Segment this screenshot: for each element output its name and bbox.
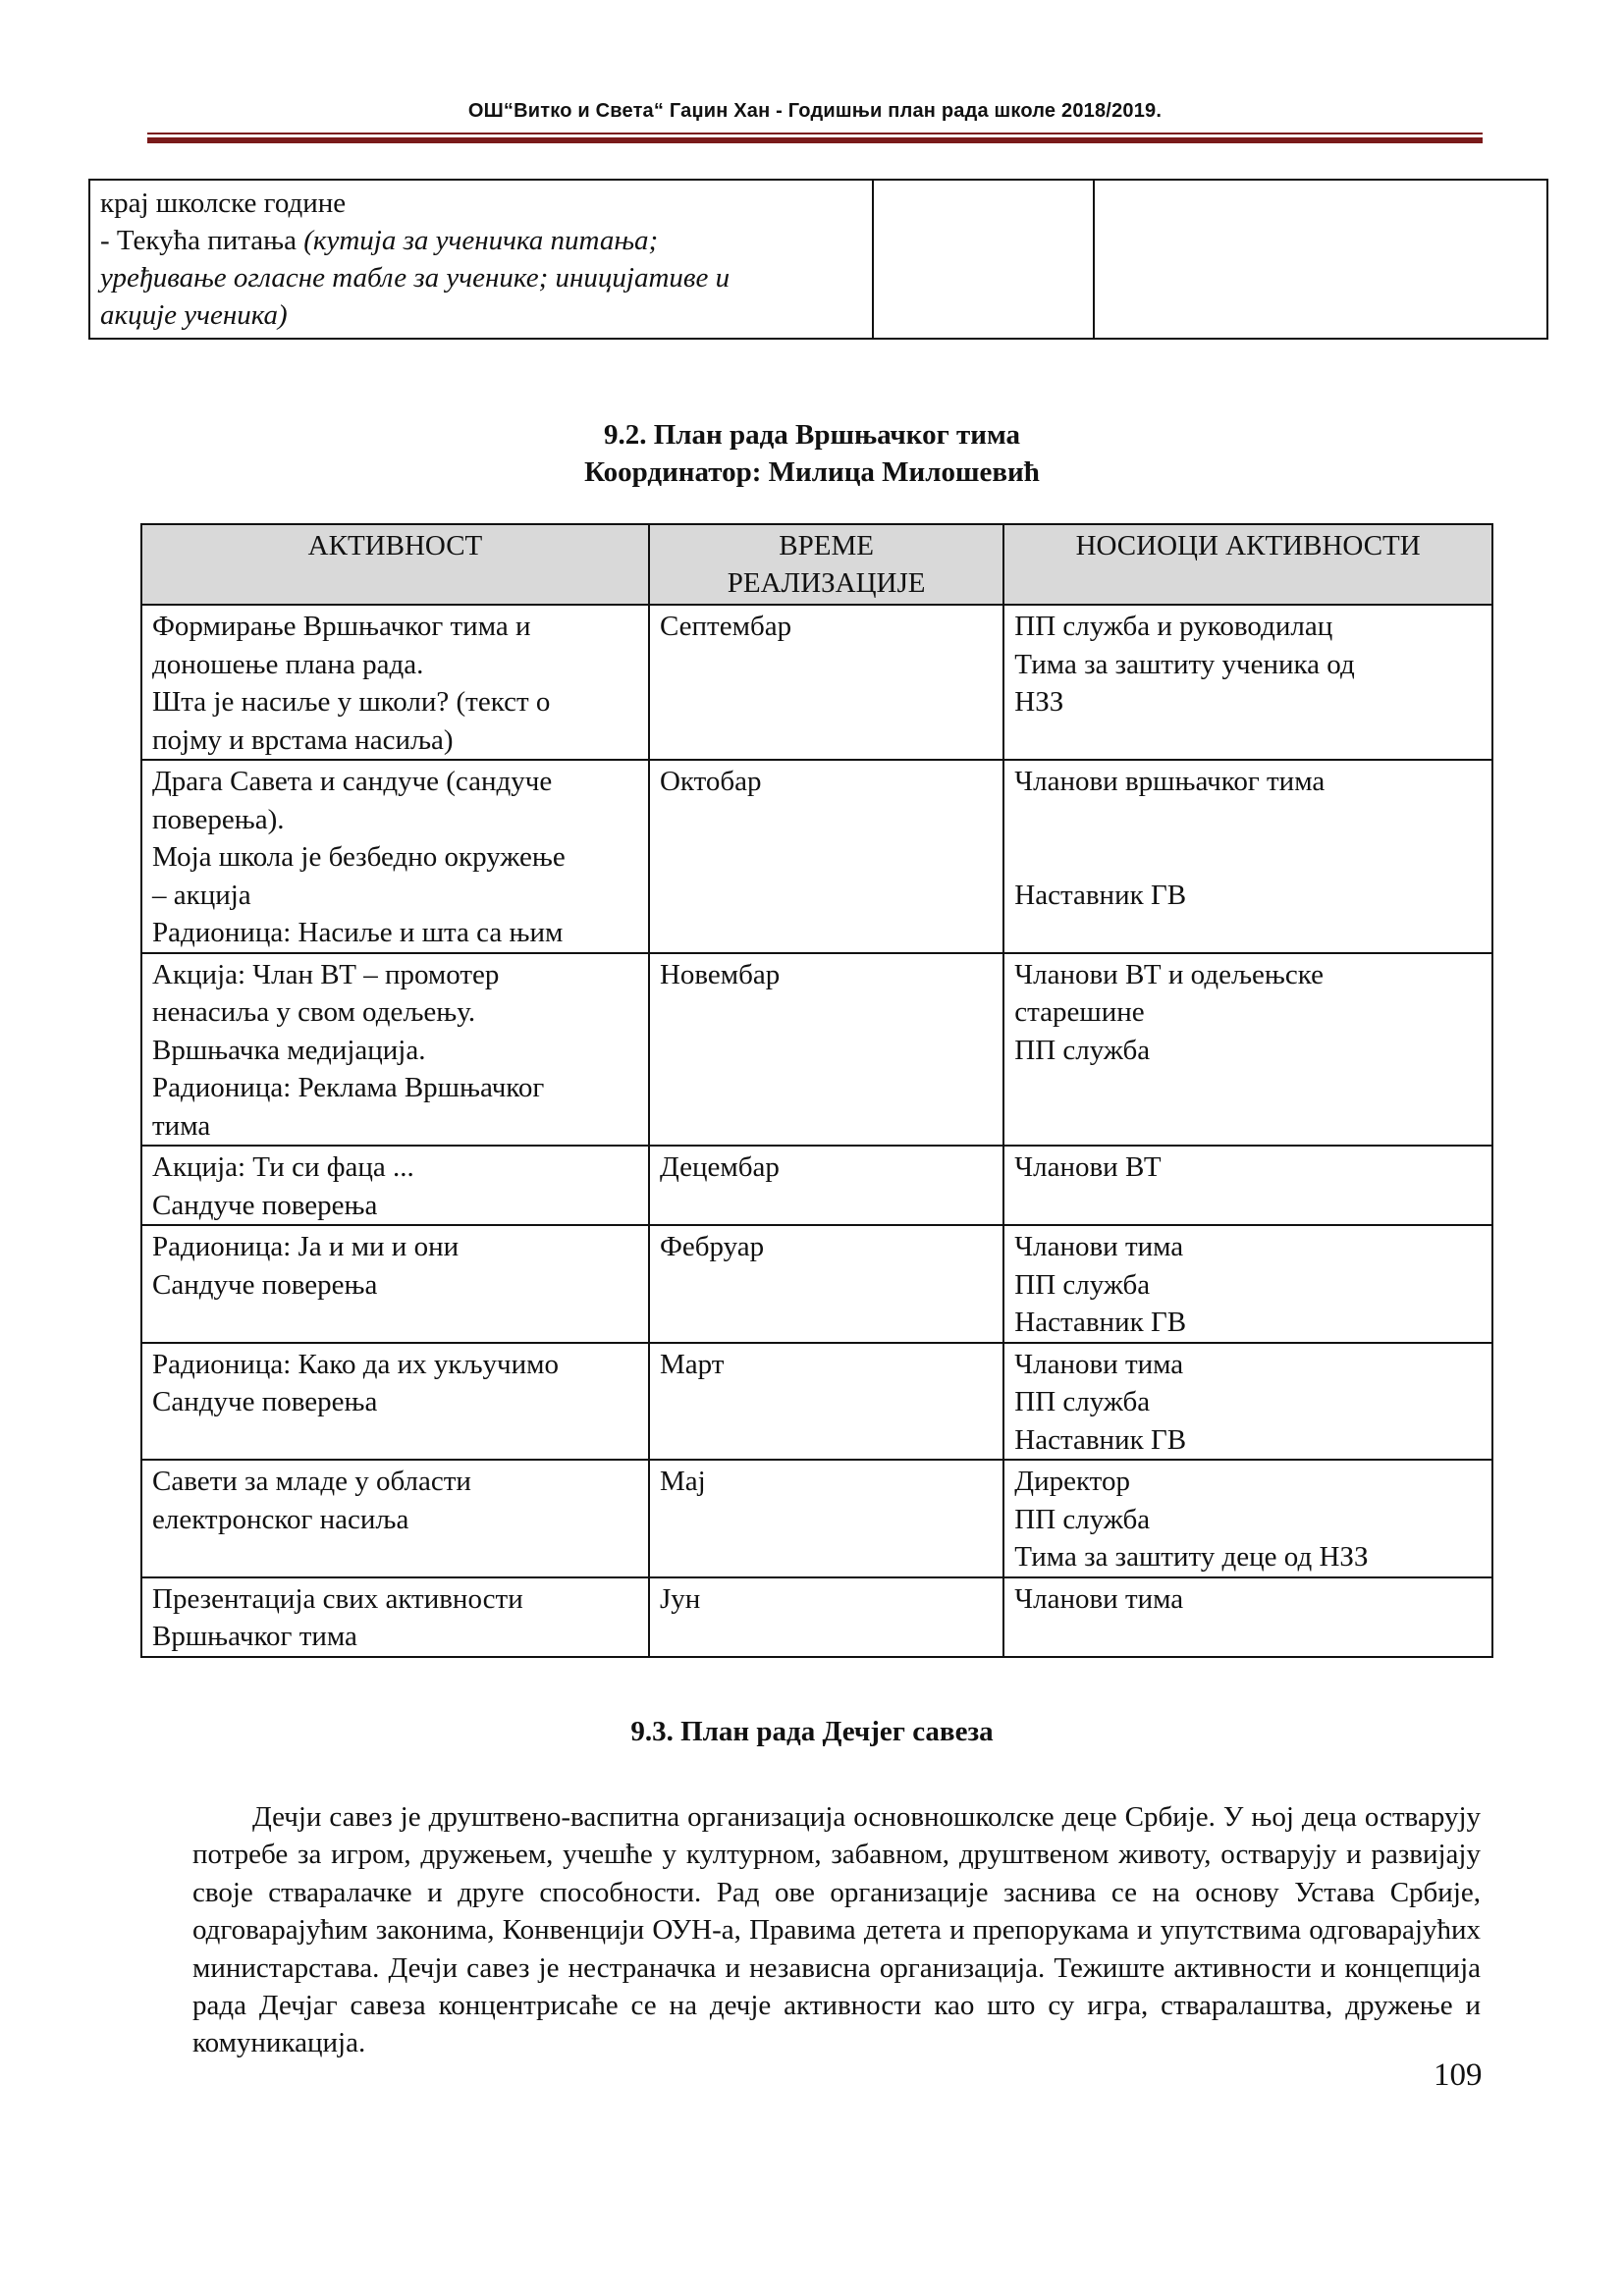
time-cell: Септембар [649, 605, 1003, 760]
activity-line: Радионица: Насиље и шта са њим [152, 917, 564, 948]
activity-line: Шта је насиље у школи? (текст о [152, 686, 551, 718]
activity-line: Акција: Ти си фаца ... [152, 1151, 414, 1183]
table-row [141, 1146, 1492, 1225]
holder-line: ПП служба [1014, 1034, 1151, 1066]
holder-line: Чланови тима [1014, 1231, 1184, 1262]
activity-cell [141, 760, 649, 953]
activity-line: Презентација свих активности [152, 1582, 523, 1615]
header-rule-thin [147, 133, 1483, 134]
holder-line: Чланови ВТ и одељењске [1014, 958, 1324, 990]
activity-line: ненасиља у свом одељењу. [152, 996, 476, 1028]
table-row [141, 1343, 1492, 1461]
activity-line: Акција: Члан ВТ – промотер [152, 958, 500, 990]
activity-line: – акција [152, 879, 251, 911]
continuation-table [88, 179, 1548, 340]
table-row [141, 1577, 1492, 1657]
holders-cell [1003, 1225, 1492, 1343]
activity-line: поверења). [152, 803, 285, 835]
activity-line: Савети за младе у области [152, 1466, 471, 1497]
activity-line: Сандуче поверења [152, 1386, 378, 1417]
activity-cell [141, 605, 649, 760]
header-time: ВРЕМЕ РЕАЛИЗАЦИЈЕ [649, 524, 1003, 605]
activity-cell [141, 953, 649, 1147]
holder-line: Чланови ВТ [1014, 1151, 1162, 1183]
time-cell: Новембар [649, 953, 1003, 1147]
activity-line: доношење плана рада. [152, 648, 424, 680]
holders-cell [1003, 1146, 1492, 1225]
activity-line: Сандуче поверења [152, 1268, 378, 1301]
continuation-cell-empty [873, 180, 1094, 339]
table-row [141, 953, 1492, 1147]
section-title: 9.2. План рада Вршњачког тима [603, 419, 1021, 451]
holders-cell [1003, 1577, 1492, 1657]
continuation-cell-text: крај школске године - Текућа питања (кутија за ученичка питања; уређивање огласне табле за ученике; иницијативе и акције ученика) [89, 180, 873, 339]
holder-line: Наставник ГВ [1014, 1307, 1187, 1338]
table-header-row [141, 524, 1492, 605]
activity-line: Радионица: Како да их укључимо [152, 1348, 559, 1380]
header-holders: НОСИОЦИ АКТИВНОСТИ [1003, 524, 1492, 605]
activity-line: Вршњачка медијација. [152, 1034, 426, 1066]
holder-line: ПП служба и руководилац [1014, 611, 1333, 642]
activity-line: Радионица: Реклама Вршњачког [152, 1072, 545, 1103]
holder-line: Чланови тима [1014, 1582, 1184, 1615]
activity-cell [141, 1343, 649, 1461]
holders-cell [1003, 1460, 1492, 1577]
activity-line: појму и врстама насиља) [152, 723, 454, 756]
section-coordinator: Координатор: Милица Милошевић [584, 456, 1040, 488]
continuation-cell-empty [1094, 180, 1547, 339]
page-header: ОШ“Витко и Света“ Гаџин Хан - Годишњи план рада школе 2018/2019. [467, 100, 1163, 122]
time-cell: Децембар [649, 1146, 1003, 1225]
holder-line: Наставник ГВ [1014, 879, 1187, 911]
holders-cell [1003, 953, 1492, 1147]
section-title: 9.3. План рада Дечјег савеза [630, 1716, 994, 1747]
activity-line: Радионица: Ја и ми и они [152, 1231, 460, 1262]
holder-line: Директор [1014, 1466, 1130, 1497]
activity-line: Формирање Вршњачког тима и [152, 611, 531, 642]
holder-line: ПП служба [1014, 1268, 1151, 1301]
holder-line: старешине [1014, 996, 1145, 1028]
activity-line: Драга Савета и сандуче (сандуче [152, 766, 553, 797]
body-paragraph: Дечји савез је друштвено-васпитна организација основношколске деце Србије. У њој деца остварују потребе за игром, дружењем, учешће у културном, забавном, друштвеном животу, остварују и развијају своје стваралачке и друге способности. Рад ове организације заснива се на основу Устава Србије, одговарајућим законима, Конвенцији ОУН-а, Правима детета и препорукама и упутствима одговарајућих министарстава. Дечји савез је нестраначка и независна организација. Тежиште активности и концепција рада Дечјаг савеза концентрисаће се на дечје активности као што су игра, стваралаштва, дружење и комуникација. [192, 1801, 1481, 2059]
activity-line: Вршњачког тима [152, 1621, 357, 1652]
holder-line: ПП служба [1014, 1503, 1151, 1535]
table-row [141, 605, 1492, 760]
peer-team-plan-table [140, 523, 1493, 1658]
table-row [141, 1460, 1492, 1577]
activity-line: Сандуче поверења [152, 1189, 378, 1221]
activity-cell [141, 1460, 649, 1577]
holders-cell [1003, 1343, 1492, 1461]
page-number: 109 [1434, 2057, 1483, 2093]
activity-line: Моја школа је безбедно окружење [152, 841, 566, 873]
table-row [141, 1225, 1492, 1343]
holder-line: Тима за заштиту ученика од [1014, 648, 1355, 680]
holder-line: НЗЗ [1014, 686, 1064, 718]
holders-cell [1003, 760, 1492, 953]
header-rule-thick [147, 137, 1483, 143]
activity-line: тима [152, 1109, 211, 1142]
activity-cell [141, 1146, 649, 1225]
holder-line: Чланови вршњачког тима [1014, 766, 1326, 797]
holder-line: ПП служба [1014, 1386, 1151, 1417]
activity-cell [141, 1225, 649, 1343]
table-row [141, 760, 1492, 953]
holder-line: Тима за заштиту деце од НЗЗ [1014, 1541, 1369, 1573]
time-cell: Март [649, 1343, 1003, 1461]
time-cell: Мај [649, 1460, 1003, 1577]
time-cell: Октобар [649, 760, 1003, 953]
activity-cell [141, 1577, 649, 1657]
holders-cell [1003, 605, 1492, 760]
activity-line: електронског насиља [152, 1503, 409, 1535]
time-cell: Фебруар [649, 1225, 1003, 1343]
holder-line: Наставник ГВ [1014, 1423, 1187, 1456]
cell-spacer [1014, 801, 1482, 877]
holder-line: Чланови тима [1014, 1348, 1184, 1380]
time-cell: Јун [649, 1577, 1003, 1657]
header-activity: АКТИВНОСТ [141, 524, 649, 605]
